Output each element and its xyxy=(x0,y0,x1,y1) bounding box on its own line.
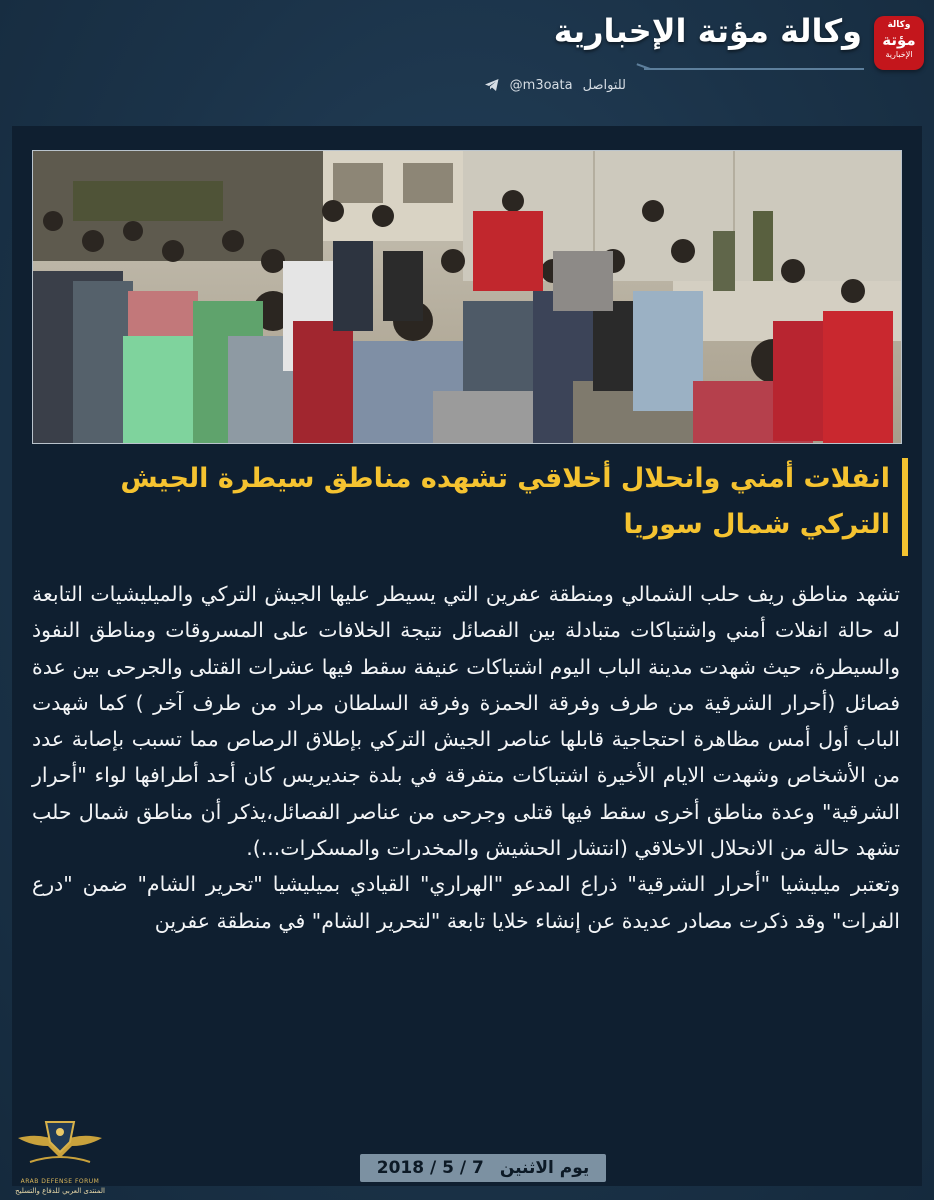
logo-line-3: الإخبارية xyxy=(885,50,913,59)
agency-logo xyxy=(874,16,924,70)
eagle-emblem-icon xyxy=(0,1112,120,1178)
date-box xyxy=(360,1154,606,1182)
date-day: يوم الاثنين xyxy=(499,1158,590,1178)
watermark-text-ar: المنتدى العربي للدفاع والتسليح xyxy=(15,1187,105,1195)
article-body xyxy=(32,576,900,939)
logo-line-1: وكالة xyxy=(887,20,911,30)
forum-watermark xyxy=(0,1112,120,1200)
title-underline xyxy=(644,68,864,70)
contact-handle[interactable]: @m3oata xyxy=(509,77,573,93)
agency-name: وكالة مؤتة الإخبارية xyxy=(553,12,862,50)
telegram-icon xyxy=(484,77,500,93)
article-paragraph-2: وتعتبر ميليشيا "أحرار الشرقية" ذراع المدعو "الهراري" القيادي بميليشيا "تحرير الشام" ضمن "درع الفرات" وقد ذكرت مصادر عديدة عن إنشاء خلايا تابعة "لتحرير الشام" في منطقة عفرين xyxy=(32,872,900,933)
news-photo xyxy=(32,150,902,444)
article-panel xyxy=(12,126,922,1186)
contact-row xyxy=(426,77,626,93)
date-value: 2018 / 5 / 7 xyxy=(376,1158,484,1178)
article-paragraph-1: تشهد مناطق ريف حلب الشمالي ومنطقة عفرين التي يسيطر عليها الجيش التركي والميليشيات التابعة له حالة انفلات أمني واشتباكات متبادلة بين الفصائل نتيجة الخلافات على المسروقات ومناطق النفوذ والسيطرة، حيث شهدت مدينة الباب اليوم اشتباكات عنيفة سقط فيها عشرات القتلى والجرحى بين عدة فصائل (أحرار الشرقية من طرف وفرقة الحمزة وفرقة السلطان مراد من طرف آخر ) كما شهدت الباب أول أمس مظاهرة احتجاجية قابلها عناصر الجيش التركي بإطلاق الرصاص مما تسبب بإصابة عدد من الأشخاص وشهدت الايام الأخيرة اشتباكات متفرقة في بلدة جنديريس كان أحد أطرافها لواء "أحرار الشرقية" وعدة مناطق أخرى سقط فيها قتلى وجرحى من عناصر الفصائل،يذكر أن مناطق شمال حلب تشهد حالة من الانحلال الاخلاقي (انتشار الحشيش والمخدرات والمسكرات...). xyxy=(32,582,900,861)
contact-label: للتواصل xyxy=(582,77,626,93)
logo-line-2: مؤتة xyxy=(882,31,916,49)
article-headline: انفلات أمني وانحلال أخلاقي تشهده مناطق سيطرة الجيش التركي شمال سوريا xyxy=(120,463,890,540)
headline-accent-bar xyxy=(902,458,908,556)
watermark-text-en: ARAB DEFENSE FORUM xyxy=(20,1178,100,1185)
